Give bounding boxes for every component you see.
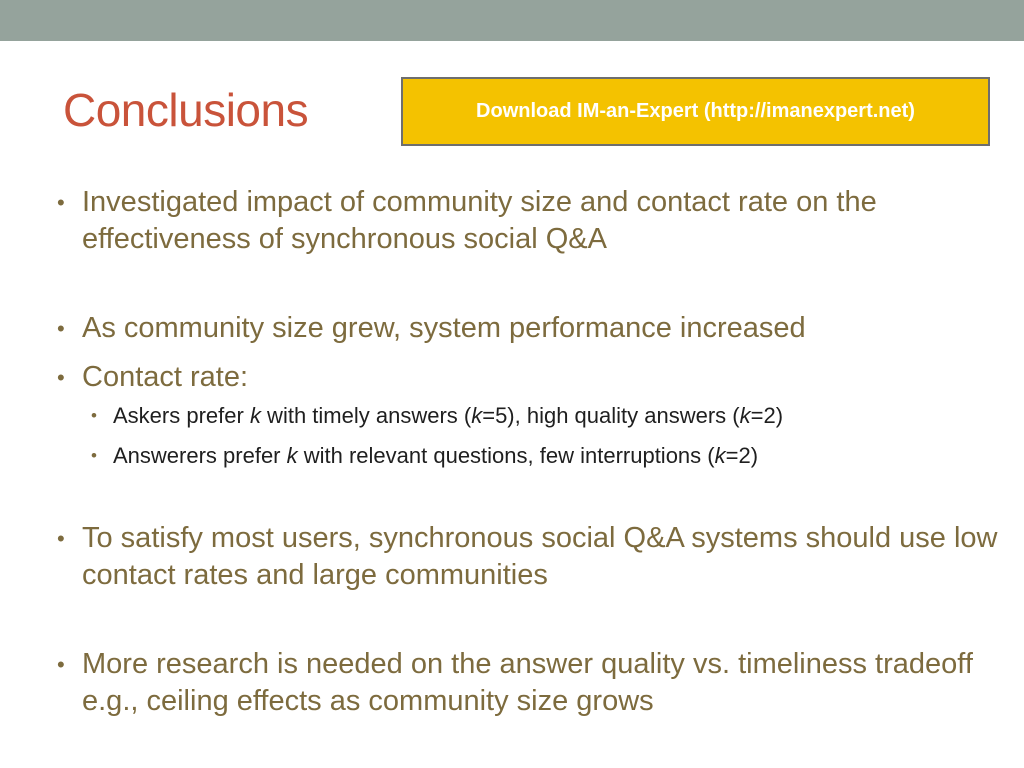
bullet-dot-icon: •: [57, 365, 65, 390]
k-variable: k: [471, 403, 483, 428]
sub-bullet-item: [91, 396, 1017, 436]
slide-title: Conclusions: [63, 84, 309, 136]
bullet-item: [57, 520, 1017, 594]
download-link[interactable]: Download IM-an-Expert (http://imanexpert.net): [476, 100, 915, 122]
bullet-list: [57, 184, 1017, 720]
bullet-item: [57, 359, 1017, 396]
sub-bullet-segment: Answerers prefer: [113, 443, 287, 468]
sub-bullet-segment: Askers prefer: [113, 403, 250, 428]
bullet-text: Contact rate:: [82, 361, 249, 393]
sub-bullet-segment: =2): [725, 443, 759, 468]
bullet-item: [57, 646, 1017, 720]
bullet-dot-icon: •: [57, 190, 65, 215]
sub-bullet-segment: with timely answers (: [260, 403, 472, 428]
k-variable: k: [739, 403, 751, 428]
bullet-text: To satisfy most users, synchronous social Q&A systems should use low contact rates and large communities: [82, 522, 998, 591]
sub-bullet-text: [113, 403, 783, 428]
header-band: [0, 0, 1024, 41]
sub-bullet-dot-icon: •: [91, 406, 97, 425]
bullet-text: More research is needed on the answer quality vs. timeliness tradeoff e.g., ceiling effects as community size grows: [82, 648, 973, 717]
bullet-item: [57, 310, 1017, 347]
sub-bullet-segment: =2): [750, 403, 784, 428]
k-variable: k: [249, 403, 261, 428]
sub-bullet-item: [91, 436, 1017, 476]
bullet-dot-icon: •: [57, 652, 65, 677]
k-variable: k: [286, 443, 298, 468]
sub-bullet-segment: =5), high quality answers (: [482, 403, 740, 428]
sub-bullet-segment: with relevant questions, few interruptions (: [297, 443, 715, 468]
k-variable: k: [714, 443, 726, 468]
bullet-item: [57, 184, 1017, 258]
bullet-text: As community size grew, system performance increased: [82, 312, 806, 344]
bullet-text: Investigated impact of community size and contact rate on the effectiveness of synchronous social Q&A: [82, 186, 877, 255]
bullet-dot-icon: •: [57, 316, 65, 341]
sub-bullet-text: [113, 443, 758, 468]
bullet-dot-icon: •: [57, 526, 65, 551]
sub-bullet-dot-icon: •: [91, 446, 97, 465]
download-link-box[interactable]: [401, 77, 990, 146]
